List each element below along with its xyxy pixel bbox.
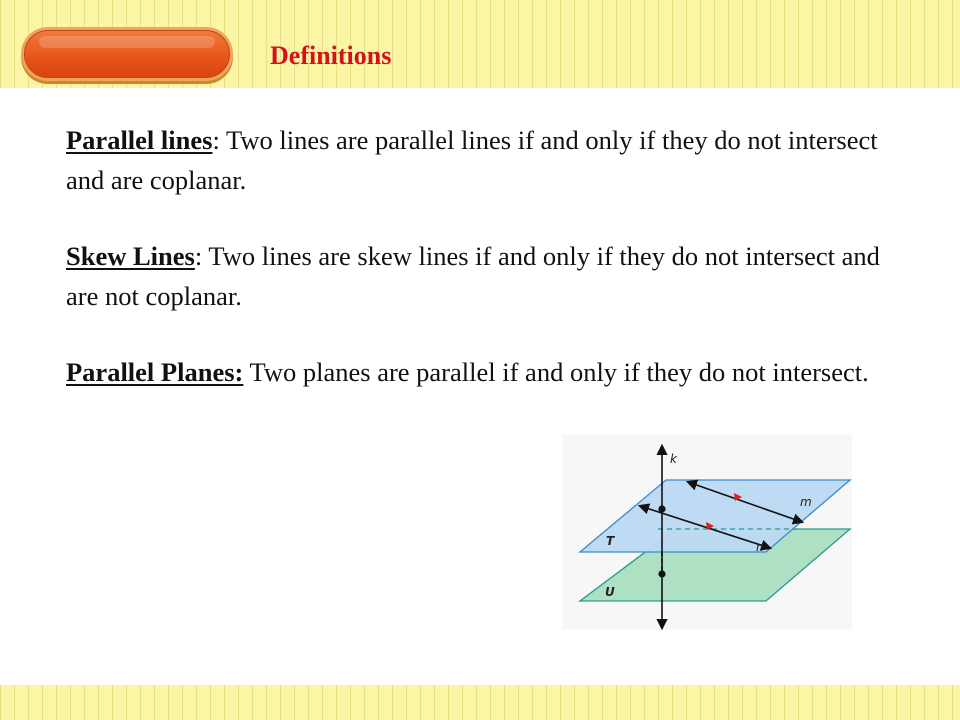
- bottom-band: [0, 685, 960, 720]
- point-k-u: [658, 570, 665, 577]
- definition-text: Two lines are parallel lines if and only if they do not intersect and are coplanar.: [66, 125, 878, 195]
- definition-parallel-lines: [66, 120, 896, 200]
- label-u: U: [605, 585, 615, 599]
- page-title: Definitions: [270, 41, 392, 70]
- term-skew-lines: Skew Lines: [66, 241, 195, 271]
- term-separator: :: [212, 125, 220, 155]
- definition-text: Two planes are parallel if and only if they do not intersect.: [243, 357, 869, 387]
- label-t: T: [606, 534, 615, 548]
- definition-parallel-planes: [66, 352, 896, 392]
- figure-svg: [562, 434, 852, 630]
- label-k: k: [670, 452, 677, 466]
- term-parallel-planes: Parallel Planes:: [66, 357, 244, 387]
- term-separator: :: [194, 241, 203, 271]
- definition-skew-lines: [66, 236, 896, 316]
- label-m: m: [800, 495, 812, 509]
- term-parallel-lines: Parallel lines: [66, 125, 213, 155]
- header-pill-decoration: [24, 30, 230, 78]
- label-n: n: [756, 540, 764, 554]
- planes-lines-figure: [562, 434, 852, 630]
- definition-text: Two lines are skew lines if and only if they do not intersect and are not coplanar.: [66, 241, 880, 311]
